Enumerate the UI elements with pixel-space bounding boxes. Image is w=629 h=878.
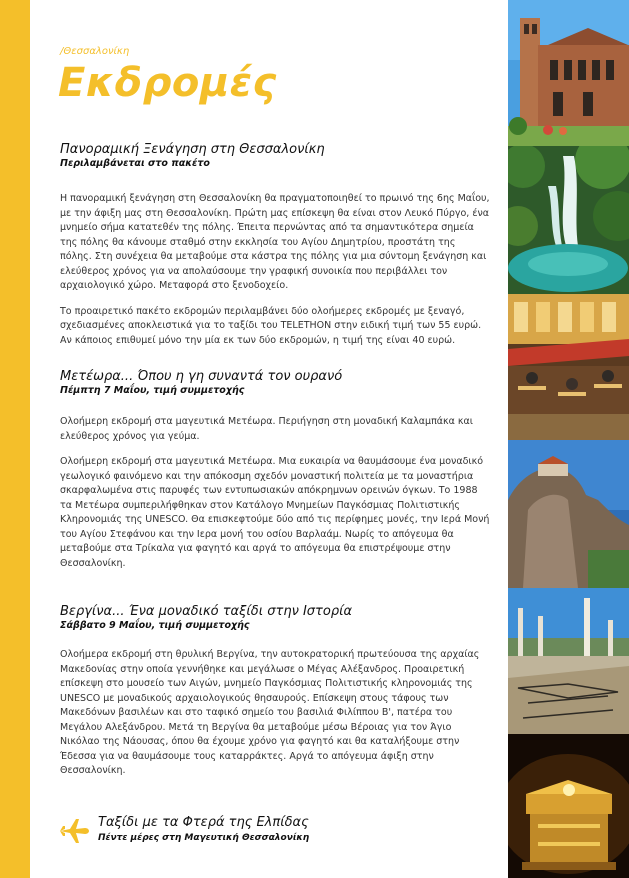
left-accent-bar	[0, 0, 30, 878]
footer-brand	[58, 815, 358, 855]
section-subtitle: Πέμπτη 7 Μαΐου, τιμή συμμετοχής	[60, 385, 245, 396]
footer-subtitle: Πέντε μέρες στη Μαγευτική Θεσσαλονίκη	[98, 833, 310, 843]
section-title: Μετέωρα... Όπου η γη συναντά τον ουρανό	[60, 369, 343, 384]
section-panoramic-tour	[60, 142, 490, 359]
meteora-photo	[508, 440, 629, 588]
photo-strip	[508, 0, 629, 878]
section-vergina	[60, 604, 490, 790]
section-paragraph: Το προαιρετικό πακέτο εκδρομών περιλαμβάνει δύο ολοήμερες εκδρομές με ξεναγό, σχεδιασμένες αποκλειστικά για το ταξίδι του TELETHON στην ειδική τιμή των 55 ευρώ. Αν κάποιος επιθυμεί μόνο την μία εκ των δύο εκδρομών, η τιμή της είναι 40 ευρώ.	[60, 305, 482, 346]
section-paragraph: Ολοήμερη εκδρομή στα μαγευτικά Μετέωρα. Περιήγηση στη μοναδική Καλαμπάκα και ελεύθερος χρόνος για γεύμα.	[60, 416, 474, 442]
breadcrumb: /Θεσσαλονίκη	[60, 46, 130, 57]
section-paragraph: Ολοήμερα εκδρομή στη θρυλική Βεργίνα, την αυτοκρατορική πρωτεύουσα της αρχαίας Μακεδονίας στην οποία γεννήθηκε και μεγάλωσε ο Μέγας Αλέξανδρος. Προαιρετική επίσκεψη στο μουσείο των Αιγών, μνημείο Παγκόσμιας Πολιτιστικής κληρονομιάς της UNESCO με μοναδικούς αρχαιολογικούς θησαυρούς. Επίσκεψη στους τάφους των Μακεδόνων βασιλέων και στο ταφικό σημείο του βασιλιά Φιλίππου Β', πατέρα του Μεγάλου Αλεξάνδρου. Μετά τη Βεργίνα θα μεταβούμε μέσω Βέροιας για τον Άγιο Νικόλαο της Νάουσας, όπου θα έχουμε χρόνο για φαγητό και θα καταλήξουμε στην Έδεσσα για να θαυμάσουμε τους καταρράκτες. Αργά το απόγευμα άφιξη στην Θεσσαλονίκη.	[60, 649, 480, 776]
waterfall-photo	[508, 146, 629, 294]
section-subtitle: Σάββατο 9 Μαΐου, τιμή συμμετοχής	[60, 620, 250, 631]
section-paragraph: Η πανοραμική ξενάγηση στη Θεσσαλονίκη θα πραγματοποιηθεί το πρωινό της 6ης Μαΐου, με την άφιξη μας στη Θεσσαλονίκη. Πρώτη μας επίσκεψη θα είναι στον Λευκό Πύργο, ένα μνημείο σήμα κατατεθέν της πόλης. Έπειτα περνώντας από τα σημαντικότερα σημεία της πόλης θα κάνουμε σταθμό στην εκκλησία του Αγίου Δημητρίου, προστάτη της πόλης. Στη συνέχεια θα μεταβούμε στα κάστρα της πόλης για μια σύντομη ξενάγηση και ελεύθερος χρόνος για να απολαύσουμε την γραφική συνοικία που περιβάλλει τον αρχαιολογικό χώρο. Μεταφορά στο ξενοδοχείο.	[60, 193, 490, 291]
section-subtitle: Περιλαμβάνεται στο πακέτο	[60, 158, 210, 169]
footer-title: Ταξίδι με τα Φτερά της Ελπίδας	[98, 815, 309, 830]
golden-larnax-photo	[508, 734, 629, 878]
section-title: Βεργίνα... Ένα μοναδικό ταξίδι στην Ιστορία	[60, 604, 353, 619]
section-paragraph: Ολοήμερη εκδρομή στα μαγευτικά Μετέωρα. Μια ευκαιρία να θαυμάσουμε ένα μοναδικό γεωλογικό φαινόμενο και την απόκοσμη σχεδόν μοναστική πολιτεία με τα μοναστήρια σκαρφαλωμένα στις παρυφές των εντυπωσιακών απόκρημνων ορεινών όγκων. Το 1988 τα Μετέωρα συμπεριλήφθηκαν στον Κατάλογο Μνημείων Παγκόσμιας Πολιτιστικής Κληρονομιάς της UNESCO. Θα επισκεφτούμε δύο από τις περίφημες μονές, την Ιερά Μονή του Αγίου Στεφάνου και την Ιερα μονή του οσίου Βαρλαάμ. Νωρίς το απόγευμα θα μεταβούμε στα Τρίκαλα για φαγητό και αργά το απόγευμα θα επιστρέψουμε στην Θεσσαλονίκη.	[60, 456, 490, 569]
street-cafe-photo	[508, 294, 629, 440]
page-title: Εκδρομές	[58, 60, 277, 106]
airplane-icon	[58, 817, 90, 845]
church-photo	[508, 0, 629, 146]
section-title: Πανοραμική Ξενάγηση στη Θεσσαλονίκη	[60, 142, 325, 157]
section-meteora	[60, 369, 490, 582]
ruins-photo	[508, 588, 629, 734]
